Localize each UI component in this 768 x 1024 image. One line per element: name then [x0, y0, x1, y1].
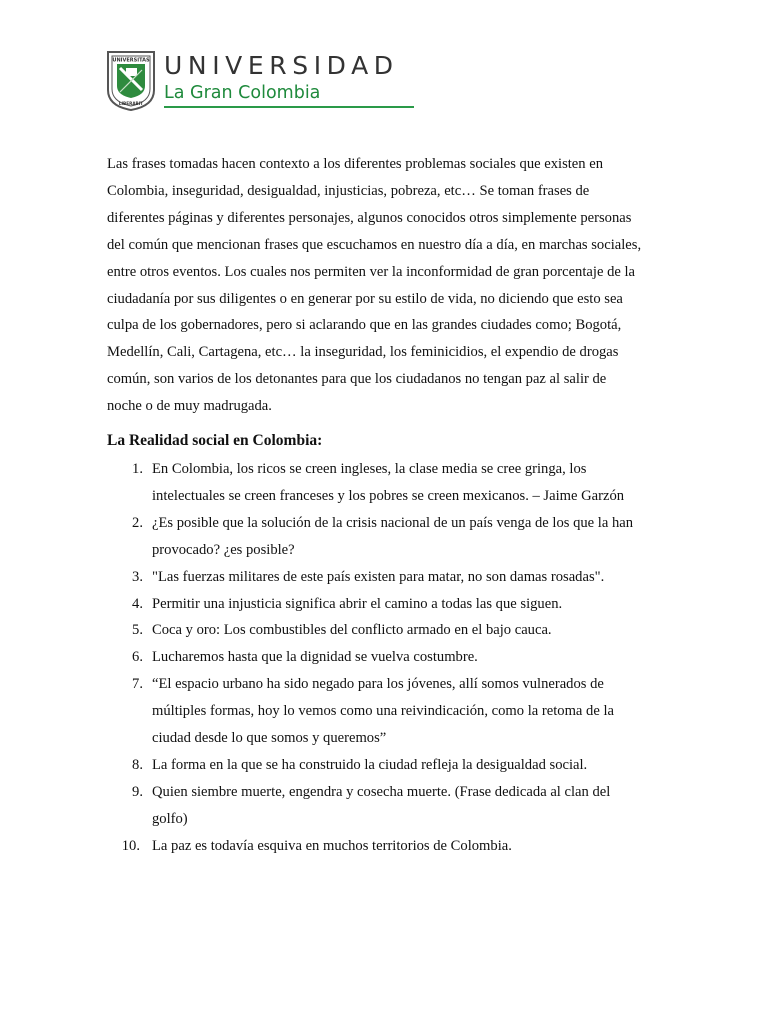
- list-item: [107, 752, 667, 779]
- list-item-text: Coca y oro: Los combustibles del conflicto armado en el bajo cauca.: [152, 622, 552, 639]
- paragraph-line: Medellín, Cali, Cartagena, etc… la inseguridad, los feminicidios, el expendio de drogas: [107, 344, 619, 361]
- paragraph-line: entre otros eventos. Los cuales nos permiten ver la inconformidad de gran porcentaje de la: [107, 263, 636, 280]
- list-item-number: 1.: [132, 461, 143, 477]
- brand-underline: [164, 106, 414, 108]
- paragraph-line: del común que mencionan frases que escuchamos en nuestro día a día, en marchas sociales,: [107, 236, 642, 253]
- list-item: [107, 456, 667, 510]
- list-item-text: Lucharemos hasta que la dignidad se vuelva costumbre.: [152, 649, 478, 666]
- list-item: [107, 671, 667, 752]
- list-item-text: intelectuales se creen franceses y los pobres se creen mexicanos. – Jaime Garzón: [152, 487, 625, 504]
- university-logo: [106, 50, 399, 112]
- list-item: [107, 510, 667, 564]
- section-title: La Realidad social en Colombia:: [107, 432, 323, 449]
- list-item-number: 3.: [132, 568, 143, 585]
- list-item-text: Permitir una injusticia significa abrir el camino a todas las que siguen.: [152, 595, 563, 612]
- seal-bottom-lettering: LIBERABIT: [118, 101, 144, 106]
- list-item-text: ciudad desde lo que somos y queremos”: [152, 730, 387, 747]
- list-item: [107, 779, 667, 833]
- list-item-text: múltiples formas, hoy lo vemos como una reivindicación, como la retoma de la: [152, 703, 615, 720]
- quotes-list: [107, 456, 667, 860]
- list-item-number: 4.: [132, 595, 143, 612]
- list-item: [107, 591, 667, 618]
- list-item-number: 7.: [132, 676, 143, 693]
- paragraph-line: diferentes páginas y diferentes personajes, algunos conocidos otros simplemente personas: [107, 209, 632, 226]
- list-item-text: En Colombia, los ricos se creen ingleses, la clase media se cree gringa, los: [152, 461, 587, 477]
- list-item-text: ¿Es posible que la solución de la crisis nacional de un país venga de los que la han: [152, 514, 634, 531]
- list-item-text: golfo): [152, 810, 188, 827]
- paragraph-line: Colombia, inseguridad, desigualdad, injusticias, pobreza, etc… Se toman frases de: [107, 182, 590, 199]
- list-item: [107, 564, 667, 591]
- paragraph-line: común, son varios de los detonantes para que los ciudadanos no tengan paz al salir de: [107, 371, 607, 388]
- list-item-text: “El espacio urbano ha sido negado para los jóvenes, allí somos vulnerados de: [152, 676, 604, 693]
- list-item-text: La forma en la que se ha construido la ciudad refleja la desigualdad social.: [152, 756, 588, 773]
- paragraph-line: ciudadanía por sus diligentes o en generar por su estilo de vida, no diciendo que esto sea: [107, 290, 623, 307]
- paragraph-line: culpa de los gobernadores, pero si aclarando que en las grandes ciudades como; Bogotá,: [107, 317, 622, 334]
- brand-title: UNIVERSIDAD: [164, 51, 399, 80]
- paragraph-line: noche o de muy madrugada.: [107, 398, 272, 415]
- list-item-number: 10.: [121, 837, 140, 854]
- paragraph-line: Las frases tomadas hacen contexto a los diferentes problemas sociales que existen en: [107, 156, 604, 172]
- list-item-number: 2.: [132, 514, 143, 531]
- list-item-number: 9.: [132, 783, 143, 800]
- list-item-number: 8.: [132, 756, 143, 773]
- university-seal-icon: [106, 50, 156, 112]
- list-item-text: provocado? ¿es posible?: [152, 541, 295, 558]
- list-item-number: 6.: [132, 649, 143, 666]
- list-item-text: La paz es todavía esquiva en muchos territorios de Colombia.: [152, 837, 512, 854]
- list-item: [107, 644, 667, 671]
- seal-top-lettering: UNIVERSITAS: [112, 57, 150, 64]
- intro-paragraph: [107, 151, 667, 420]
- list-item: [107, 617, 667, 644]
- brand-subtitle: La Gran Colombia: [164, 83, 321, 103]
- list-item-text: "Las fuerzas militares de este país existen para matar, no son damas rosadas".: [152, 568, 605, 585]
- list-item-number: 5.: [132, 622, 143, 639]
- list-item: [107, 833, 667, 860]
- list-item-text: Quien siembre muerte, engendra y cosecha muerte. (Frase dedicada al clan del: [152, 783, 611, 800]
